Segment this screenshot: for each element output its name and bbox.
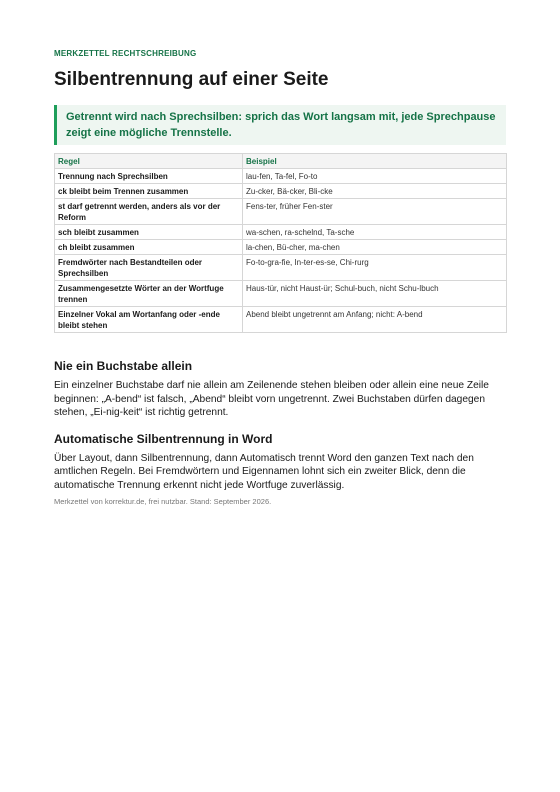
example-cell: lau-fen, Ta-fel, Fo-to (243, 169, 507, 184)
rule-cell: Fremdwörter nach Bestandteilen oder Sprechsilben (55, 255, 243, 281)
example-cell: Fo-to-gra-fie, In-ter-es-se, Chi-rurg (243, 255, 507, 281)
example-cell: Fens-ter, früher Fen-ster (243, 199, 507, 225)
document-title: Silbentrennung auf einer Seite (54, 69, 329, 90)
table-header-row (55, 154, 507, 169)
section-heading-word: Automatische Silbentrennung in Word (54, 431, 273, 446)
table-row (55, 184, 507, 199)
table-row (55, 225, 507, 240)
rule-cell: ch bleibt zusammen (55, 240, 243, 255)
rule-cell: Einzelner Vokal am Wortanfang oder -ende bleibt stehen (55, 307, 243, 333)
example-cell: Haus-tür, nicht Haust-ür; Schul-buch, nicht Schu-lbuch (243, 281, 507, 307)
section-text-word: Über Layout, dann Silbentrennung, dann Automatisch trennt Word den ganzen Text nach den amtlichen Regeln. Bei Fremdwörtern und Eigennamen lohnt sich ein zweiter Blick, denn die automatische Trennung erkennt nicht jede Wortfuge zuverlässig. (54, 452, 474, 491)
rule-cell: Trennung nach Sprechsilben (55, 169, 243, 184)
section-text-buchstabe: Ein einzelner Buchstabe darf nie allein am Zeilenende stehen bleiben oder allein eine neue Zeile beginnen: „A-bend“ ist falsch, „Abend“ bleibt vorn ungetrennt. Zwei Buchstaben dürfen dagegen stehen, „Ei-nig-keit“ ist richtig getrennt. (54, 380, 489, 418)
table-row (55, 169, 507, 184)
rule-cell: st darf getrennt werden, anders als vor der Reform (55, 199, 243, 225)
example-cell: wa-schen, ra-schelnd, Ta-sche (243, 225, 507, 240)
table-row (55, 307, 507, 333)
table-row (55, 199, 507, 225)
example-cell: Zu-cker, Bä-cker, Bli-cke (243, 184, 507, 199)
table-row (55, 281, 507, 307)
table-row (55, 255, 507, 281)
document-kicker: MERKZETTEL RECHTSCHREIBUNG (54, 49, 197, 58)
table-row (55, 240, 507, 255)
rules-table (54, 153, 507, 333)
column-header-regel: Regel (55, 154, 243, 169)
rule-cell: Zusammengesetzte Wörter an der Wortfuge trennen (55, 281, 243, 307)
callout-box: Getrennt wird nach Sprechsilben: sprich das Wort langsam mit, jede Sprechpause zeigt eine mögliche Trennstelle. (54, 105, 506, 145)
rule-cell: ck bleibt beim Trennen zusammen (55, 184, 243, 199)
example-cell: Abend bleibt ungetrennt am Anfang; nicht: A-bend (243, 307, 507, 333)
rule-cell: sch bleibt zusammen (55, 225, 243, 240)
section-heading-buchstabe: Nie ein Buchstabe allein (54, 359, 193, 373)
example-cell: la-chen, Bü-cher, ma-chen (243, 240, 507, 255)
column-header-beispiel: Beispiel (243, 154, 507, 169)
document-footer: Merkzettel von korrektur.de, frei nutzbar. Stand: September 2026. (54, 497, 272, 506)
